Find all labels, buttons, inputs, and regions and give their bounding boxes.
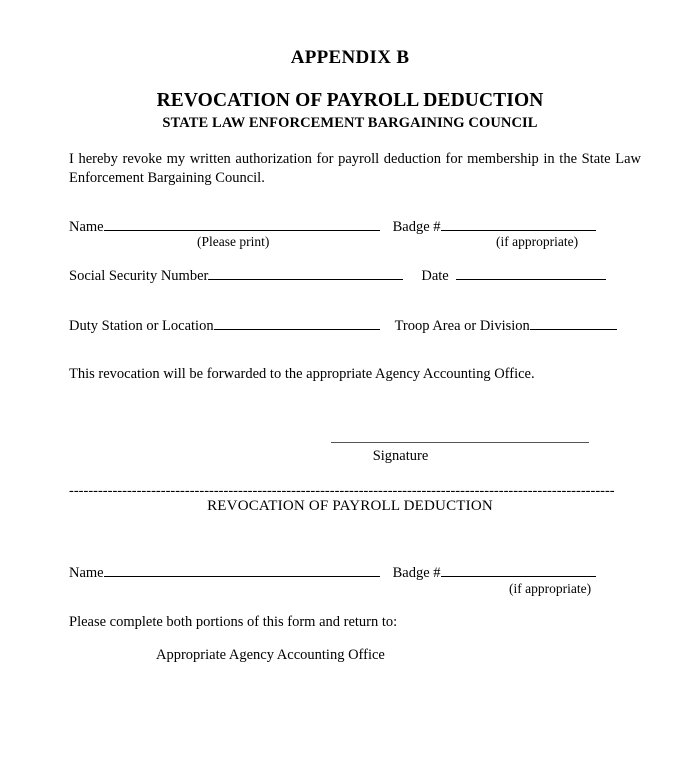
- badge-input-rule[interactable]: [441, 217, 596, 231]
- date-label: Date: [421, 268, 449, 284]
- duty-troop-row: [69, 316, 641, 336]
- document-subtitle: STATE LAW ENFORCEMENT BARGAINING COUNCIL: [162, 115, 538, 131]
- date-input-rule[interactable]: [456, 266, 606, 280]
- troop-area-input-rule[interactable]: [530, 316, 617, 330]
- name-hint-please-print: (Please print): [197, 234, 270, 249]
- bottom-name-label: Name: [69, 565, 104, 581]
- intro-paragraph: I hereby revoke my written authorization for payroll deduction for membership in the State Law Enforcement Bargaining Council.: [69, 151, 641, 186]
- duty-station-input-rule[interactable]: [214, 316, 380, 330]
- second-section-title: REVOCATION OF PAYROLL DEDUCTION: [207, 498, 493, 514]
- bottom-badge-input-rule[interactable]: [441, 563, 596, 577]
- bottom-badge-label: Badge #: [392, 565, 441, 581]
- forwarding-statement: This revocation will be forwarded to the appropriate Agency Accounting Office.: [69, 366, 535, 382]
- bottom-name-input-rule[interactable]: [104, 563, 380, 577]
- troop-area-label: Troop Area or Division: [394, 318, 530, 334]
- document-title: REVOCATION OF PAYROLL DEDUCTION: [156, 90, 544, 111]
- badge-hint-if-appropriate: (if appropriate): [496, 234, 579, 249]
- complete-both-portions-statement: Please complete both portions of this form and return to:: [69, 614, 398, 630]
- ssn-input-rule[interactable]: [208, 266, 403, 280]
- name-label: Name: [69, 219, 104, 235]
- signature-caption: Signature: [372, 448, 429, 464]
- return-to-address: Appropriate Agency Accounting Office: [156, 647, 385, 663]
- signature-input-rule[interactable]: [331, 442, 589, 443]
- bottom-badge-hint-if-appropriate: (if appropriate): [509, 581, 592, 596]
- name-input-rule[interactable]: [104, 217, 380, 231]
- ssn-label: Social Security Number: [69, 268, 209, 284]
- duty-station-label: Duty Station or Location: [69, 318, 214, 334]
- dashed-separator: -----------------------------------------------------------------------------------------------------------------: [69, 485, 615, 497]
- bottom-name-badge-row: [69, 563, 641, 583]
- ssn-date-row: [69, 266, 641, 286]
- badge-label: Badge #: [392, 219, 441, 235]
- appendix-title: APPENDIX B: [290, 47, 410, 68]
